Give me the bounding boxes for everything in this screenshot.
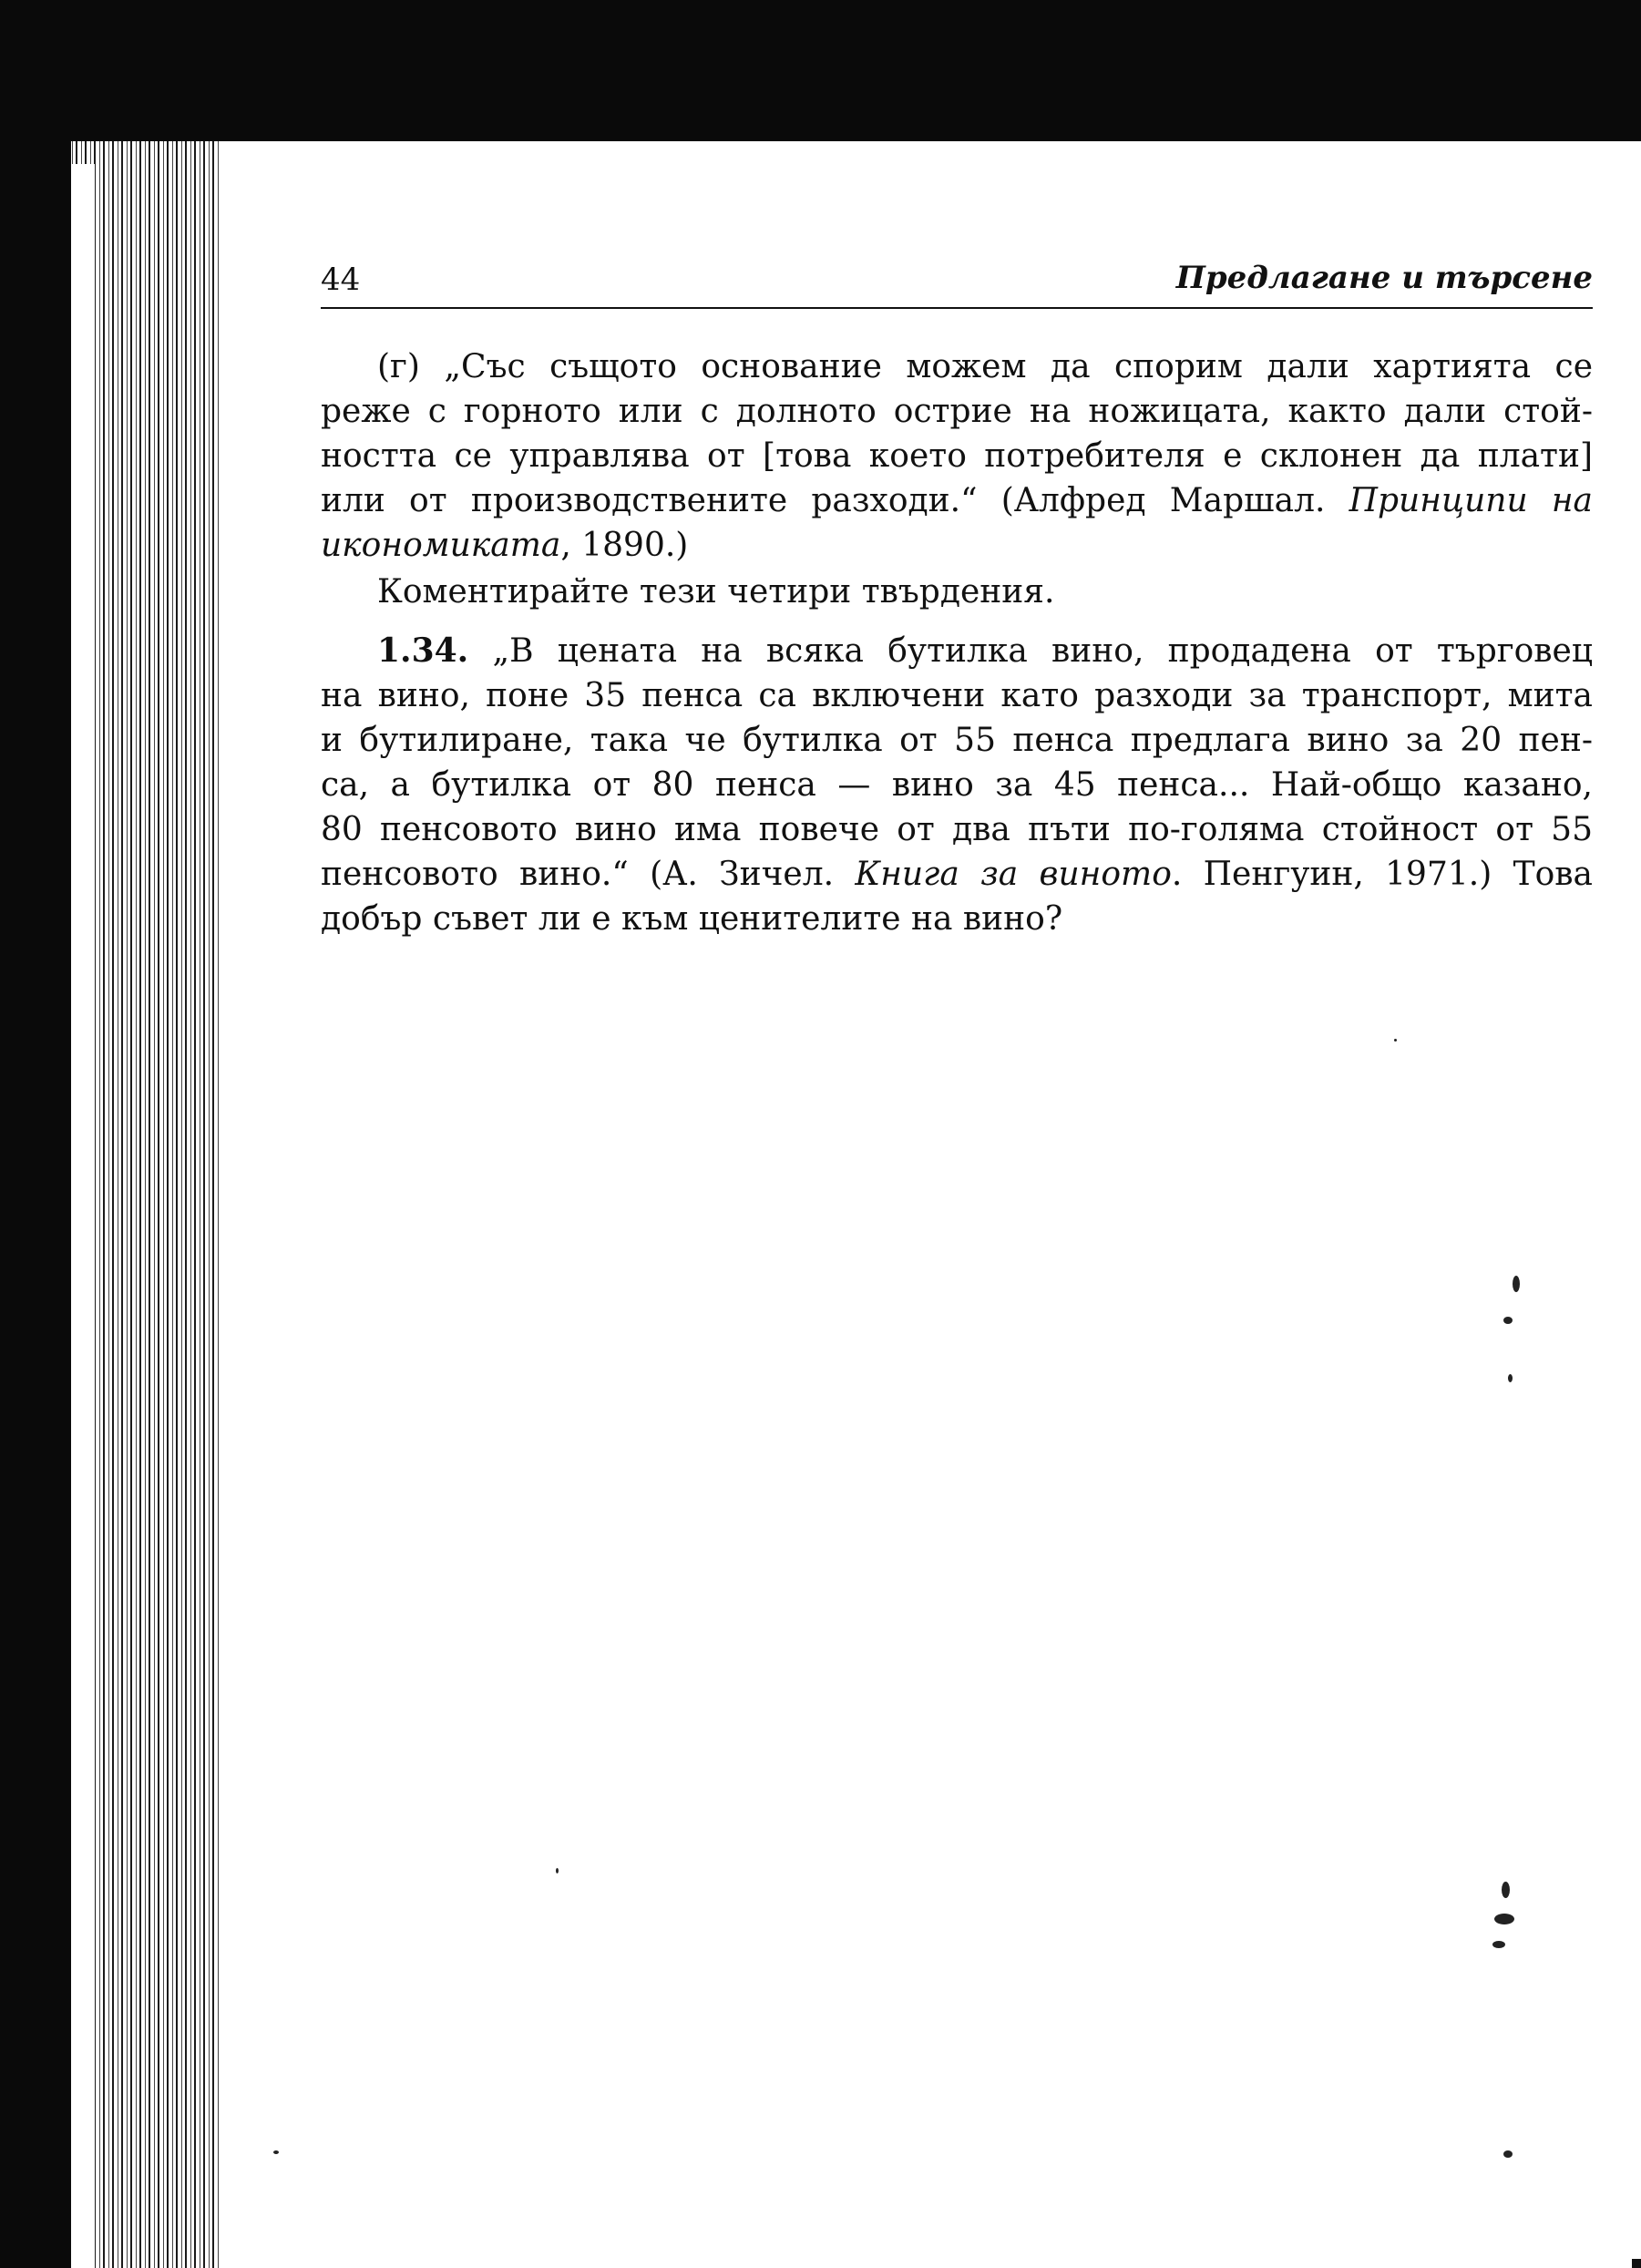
text-span: „В цената на всяка бутилка вино, продадена от търговец — [492, 632, 1593, 670]
scan-speck — [1513, 1276, 1520, 1292]
text-line: ността се управлява от [това което потребителя е склонен да плати] — [321, 437, 1593, 475]
paragraph-quote-marshall — [321, 344, 1593, 568]
scan-speck — [273, 2150, 279, 2154]
text-line: 80 пенсовото вино има повече от два пъти по-голяма стойност от 55 — [321, 811, 1593, 848]
page-number: 44 — [321, 262, 361, 298]
text-line: и бутилиране, така че бутилка от 55 пенса предлага вино за 20 пен- — [321, 722, 1593, 759]
text-line: са, а бутилка от 80 пенса — вино за 45 пенса... Най-общо казано, — [321, 766, 1593, 804]
exercise-number: 1.34. — [377, 631, 469, 670]
text-line: Коментирайте тези четири твърдения. — [377, 573, 1055, 611]
book-title: Принципи на — [1349, 482, 1594, 519]
scan-speck — [1503, 2150, 1513, 2158]
text-line — [321, 629, 1593, 673]
scanner-border-top — [0, 0, 1641, 141]
scan-speck — [1492, 1941, 1505, 1948]
paragraph-instruction — [321, 570, 1593, 614]
running-head: Предлагане и търсене — [1175, 260, 1593, 296]
book-title-cont: икономиката — [321, 527, 561, 564]
scan-speck — [1508, 1374, 1513, 1382]
text-line: добър съвет ли е към ценителите на вино? — [321, 900, 1063, 938]
text-line: реже с горното или с долното острие на ножицата, както дали стой- — [321, 393, 1593, 430]
scan-speck — [1502, 1882, 1510, 1898]
text-line — [321, 852, 1593, 897]
text-span: или от производствените разходи.“ (Алфред Маршал. — [321, 482, 1349, 519]
text-line — [321, 478, 1593, 523]
text-line: (г) „Със същото основание можем да спорим дали хартията се — [377, 348, 1593, 385]
scan-speck — [556, 1868, 559, 1873]
page-header — [321, 260, 1593, 309]
text-line: на вино, поне 35 пенса са включени като разходи за транспорт, мита — [321, 677, 1593, 714]
scanner-border-left — [0, 141, 71, 2268]
scan-speck — [1394, 1039, 1397, 1042]
text-line — [321, 523, 1593, 568]
text-span: , 1890.) — [560, 527, 689, 564]
scan-corner-mark — [1632, 2259, 1641, 2268]
page-body — [321, 344, 1593, 941]
book-title: Книга за виното — [855, 856, 1172, 893]
scan-speck — [1494, 1914, 1514, 1924]
page-edge-strip — [71, 164, 95, 2268]
text-span: пенсовото вино.“ (А. Зичел. — [321, 856, 856, 893]
scan-speck — [1503, 1317, 1513, 1324]
exercise-1-34 — [321, 629, 1593, 941]
text-span: . Пенгуин, 1971.) Това — [1171, 856, 1593, 893]
